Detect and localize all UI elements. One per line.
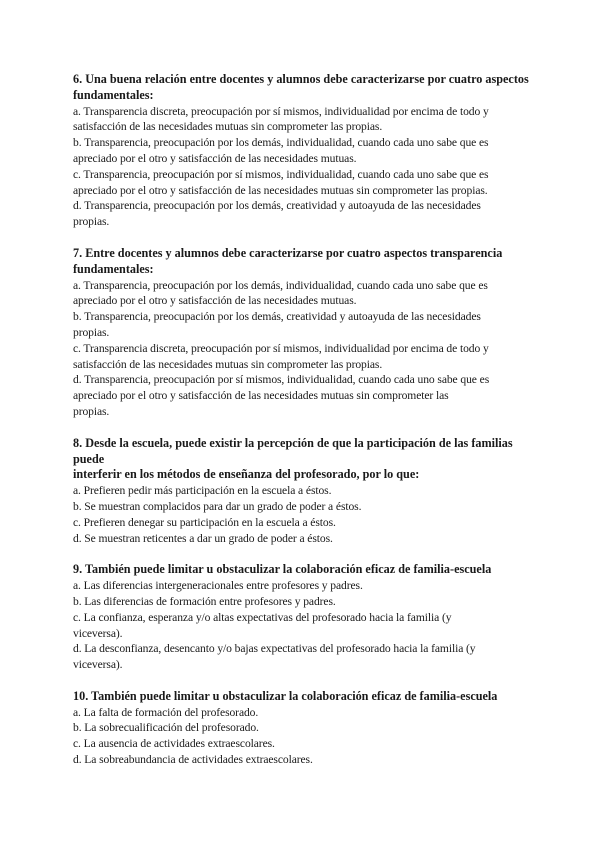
option-b: b. La sobrecualificación del profesorado. xyxy=(73,721,259,735)
option-a: a. Transparencia discreta, preocupación por sí mismos, individualidad por encima de todo y satisfacción de las necesidades mutuas sin comprometer las propias. xyxy=(73,104,489,134)
option-b: b. Las diferencias de formación entre profesores y padres. xyxy=(73,594,336,608)
question-title: 10. También puede limitar u obstaculizar la colaboración eficaz de familia-escuela xyxy=(73,688,498,703)
option-a: a. Prefieren pedir más participación en la escuela a éstos. xyxy=(73,484,332,498)
option-c: c. La confianza, esperanza y/o altas expectativas del profesorado hacia la familia (y viceversa). xyxy=(73,610,452,640)
option-c: c. Prefieren denegar su participación en la escuela a éstos. xyxy=(73,515,336,529)
option-d: d. Se muestran reticentes a dar un grado de poder a éstos. xyxy=(73,531,333,545)
question-title: 9. También puede limitar u obstaculizar la colaboración eficaz de familia-escuela xyxy=(73,562,492,577)
option-d: d. La desconfianza, desencanto y/o bajas expectativas del profesorado hacia la familia (y viceversa). xyxy=(73,642,476,672)
option-d: d. Transparencia, preocupación por los demás, creatividad y autoayuda de las necesidades propias. xyxy=(73,199,481,229)
option-c: c. Transparencia, preocupación por sí mismos, individualidad, cuando cada uno sabe que es apreciado por el otro y satisfacción de las necesidades mutuas sin comprometer las propias. xyxy=(73,167,489,197)
option-a: a. Transparencia, preocupación por los demás, individualidad, cuando cada uno sabe que es apreciado por el otro y satisfacción de las necesidades mutuas. xyxy=(73,278,488,308)
option-d: d. Transparencia, preocupación por sí mismos, individualidad, cuando cada uno sabe que es apreciado por el otro y satisfacción de las necesidades mutuas sin comprometer las propias. xyxy=(73,373,490,418)
question-title: 6. Una buena relación entre docentes y alumnos debe caracterizarse por cuatro aspectos fundamentales: xyxy=(73,72,529,102)
question-title: 8. Desde la escuela, puede existir la percepción de que la participación de las familias puede interferir en los métodos de enseñanza del profesorado, por lo que: xyxy=(73,435,513,482)
option-b: b. Transparencia, preocupación por los demás, individualidad, cuando cada uno sabe que es apreciado por el otro y satisfacción de las necesidades mutuas. xyxy=(73,136,489,165)
option-a: a. Las diferencias intergeneracionales entre profesores y padres. xyxy=(73,579,363,593)
question-7 xyxy=(73,246,533,420)
option-b: b. Se muestran complacidos para dar un grado de poder a éstos. xyxy=(73,499,362,513)
question-title: 7. Entre docentes y alumnos debe caracterizarse por cuatro aspectos transparencia fundamentales: xyxy=(73,245,503,276)
document-page xyxy=(73,72,533,784)
option-c: c. Transparencia discreta, preocupación por sí mismos, individualidad por encima de todo y satisfacción de las necesidades mutuas sin comprometer las propias. xyxy=(73,341,489,371)
option-c: c. La ausencia de actividades extraescolares. xyxy=(73,737,275,751)
question-9 xyxy=(73,562,533,673)
option-b: b. Transparencia, preocupación por los demás, creatividad y autoayuda de las necesidades propias. xyxy=(73,310,481,339)
option-a: a. La falta de formación del profesorado. xyxy=(73,705,259,719)
option-d: d. La sobreabundancia de actividades extraescolares. xyxy=(73,753,313,767)
question-6 xyxy=(73,72,533,230)
question-10 xyxy=(73,689,533,768)
question-8 xyxy=(73,436,533,547)
